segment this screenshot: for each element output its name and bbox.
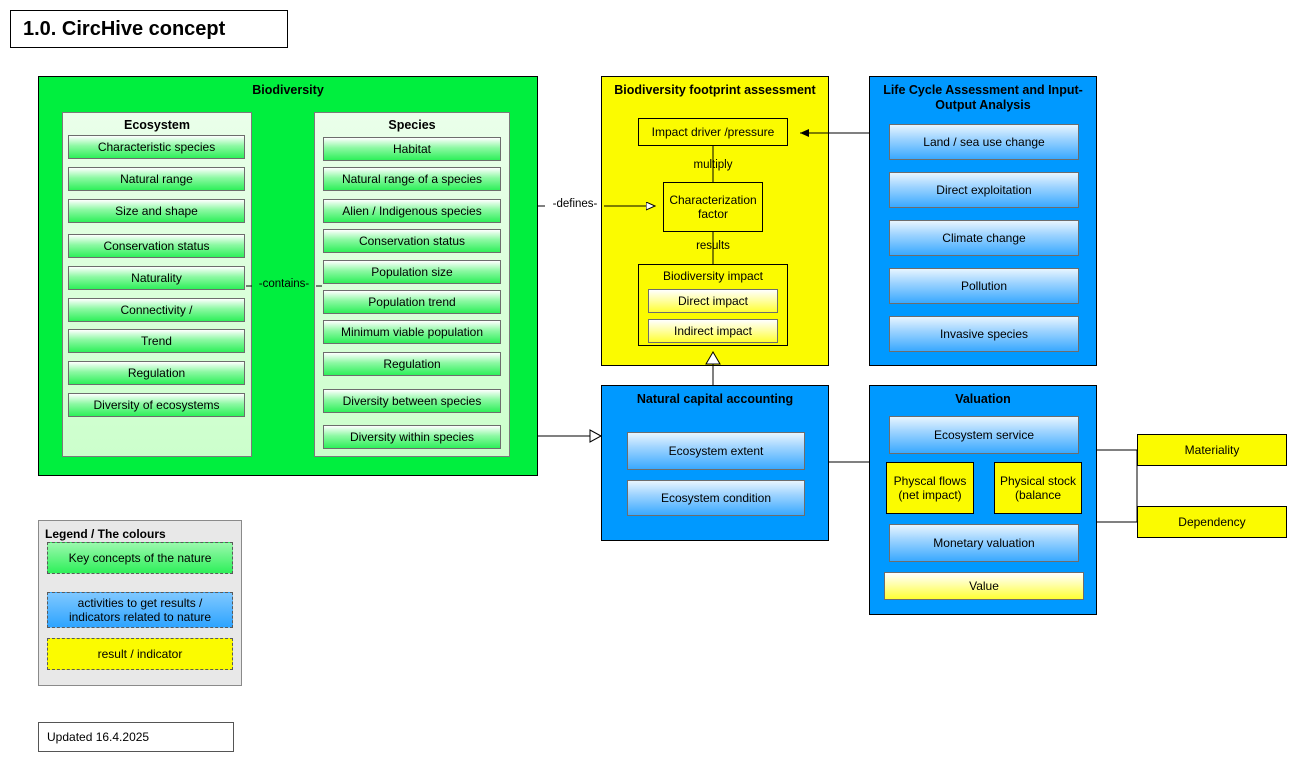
legend-item-2: result / indicator	[47, 638, 233, 670]
connector-label-multiply: multiply	[693, 159, 733, 171]
valuation-physical-stock[interactable]: Physical stock (balance	[994, 462, 1082, 514]
valuation-monetary-valuation[interactable]: Monetary valuation	[889, 524, 1079, 562]
valuation-physical-flows[interactable]: Physcal flows (net impact)	[886, 462, 974, 514]
valuation-ecosystem-service[interactable]: Ecosystem service	[889, 416, 1079, 454]
connector-label-defines: -defines-	[552, 198, 598, 210]
node-dependency[interactable]: Dependency	[1137, 506, 1287, 538]
legend-item-0: Key concepts of the nature	[47, 542, 233, 574]
legend-item-1: activities to get results / indicators related to nature	[47, 592, 233, 628]
node-indirect-impact[interactable]: Indirect impact	[648, 319, 778, 343]
updated-timestamp: Updated 16.4.2025	[38, 722, 234, 752]
group-valuation-title: Valuation	[955, 392, 1011, 406]
node-impact-driver[interactable]: Impact driver /pressure	[638, 118, 788, 146]
group-footprint-title: Biodiversity footprint assessment	[614, 83, 816, 97]
lca-item-0[interactable]: Land / sea use change	[889, 124, 1079, 160]
nca-item-0[interactable]: Ecosystem extent	[627, 432, 805, 470]
species-item-8[interactable]: Diversity between species	[323, 389, 501, 413]
species-item-3[interactable]: Conservation status	[323, 229, 501, 253]
eco-item-6[interactable]: Trend	[68, 329, 245, 353]
subpanel-ecosystem-title: Ecosystem	[123, 118, 190, 132]
lca-item-4[interactable]: Invasive species	[889, 316, 1079, 352]
node-materiality[interactable]: Materiality	[1137, 434, 1287, 466]
eco-item-8[interactable]: Diversity of ecosystems	[68, 393, 245, 417]
nca-item-1[interactable]: Ecosystem condition	[627, 480, 805, 516]
species-item-5[interactable]: Population trend	[323, 290, 501, 314]
lca-item-2[interactable]: Climate change	[889, 220, 1079, 256]
node-direct-impact[interactable]: Direct impact	[648, 289, 778, 313]
eco-item-3[interactable]: Conservation status	[68, 234, 245, 258]
eco-item-2[interactable]: Size and shape	[68, 199, 245, 223]
species-item-7[interactable]: Regulation	[323, 352, 501, 376]
node-characterization-factor[interactable]: Characterization factor	[663, 182, 763, 232]
species-item-9[interactable]: Diversity within species	[323, 425, 501, 449]
species-item-1[interactable]: Natural range of a species	[323, 167, 501, 191]
species-item-6[interactable]: Minimum viable population	[323, 320, 501, 344]
eco-item-7[interactable]: Regulation	[68, 361, 245, 385]
eco-item-4[interactable]: Naturality	[68, 266, 245, 290]
group-biodiversity-title: Biodiversity	[252, 83, 324, 97]
legend-title: Legend / The colours	[45, 527, 166, 541]
valuation-value[interactable]: Value	[884, 572, 1084, 600]
group-nca-title: Natural capital accounting	[636, 392, 794, 406]
group-lca-title: Life Cycle Assessment and Input-Output Analysis	[883, 83, 1083, 112]
page-title: 1.0. CircHive concept	[10, 10, 288, 48]
eco-item-0[interactable]: Characteristic species	[68, 135, 245, 159]
connector-label-contains: -contains-	[258, 278, 310, 290]
species-item-0[interactable]: Habitat	[323, 137, 501, 161]
species-item-2[interactable]: Alien / Indigenous species	[323, 199, 501, 223]
lca-item-1[interactable]: Direct exploitation	[889, 172, 1079, 208]
lca-item-3[interactable]: Pollution	[889, 268, 1079, 304]
node-biodiversity-impact-label: Biodiversity impact	[662, 269, 764, 283]
species-item-4[interactable]: Population size	[323, 260, 501, 284]
eco-item-5[interactable]: Connectivity /	[68, 298, 245, 322]
subpanel-species-title: Species	[388, 118, 436, 132]
eco-item-1[interactable]: Natural range	[68, 167, 245, 191]
connector-label-results: results	[696, 240, 730, 252]
